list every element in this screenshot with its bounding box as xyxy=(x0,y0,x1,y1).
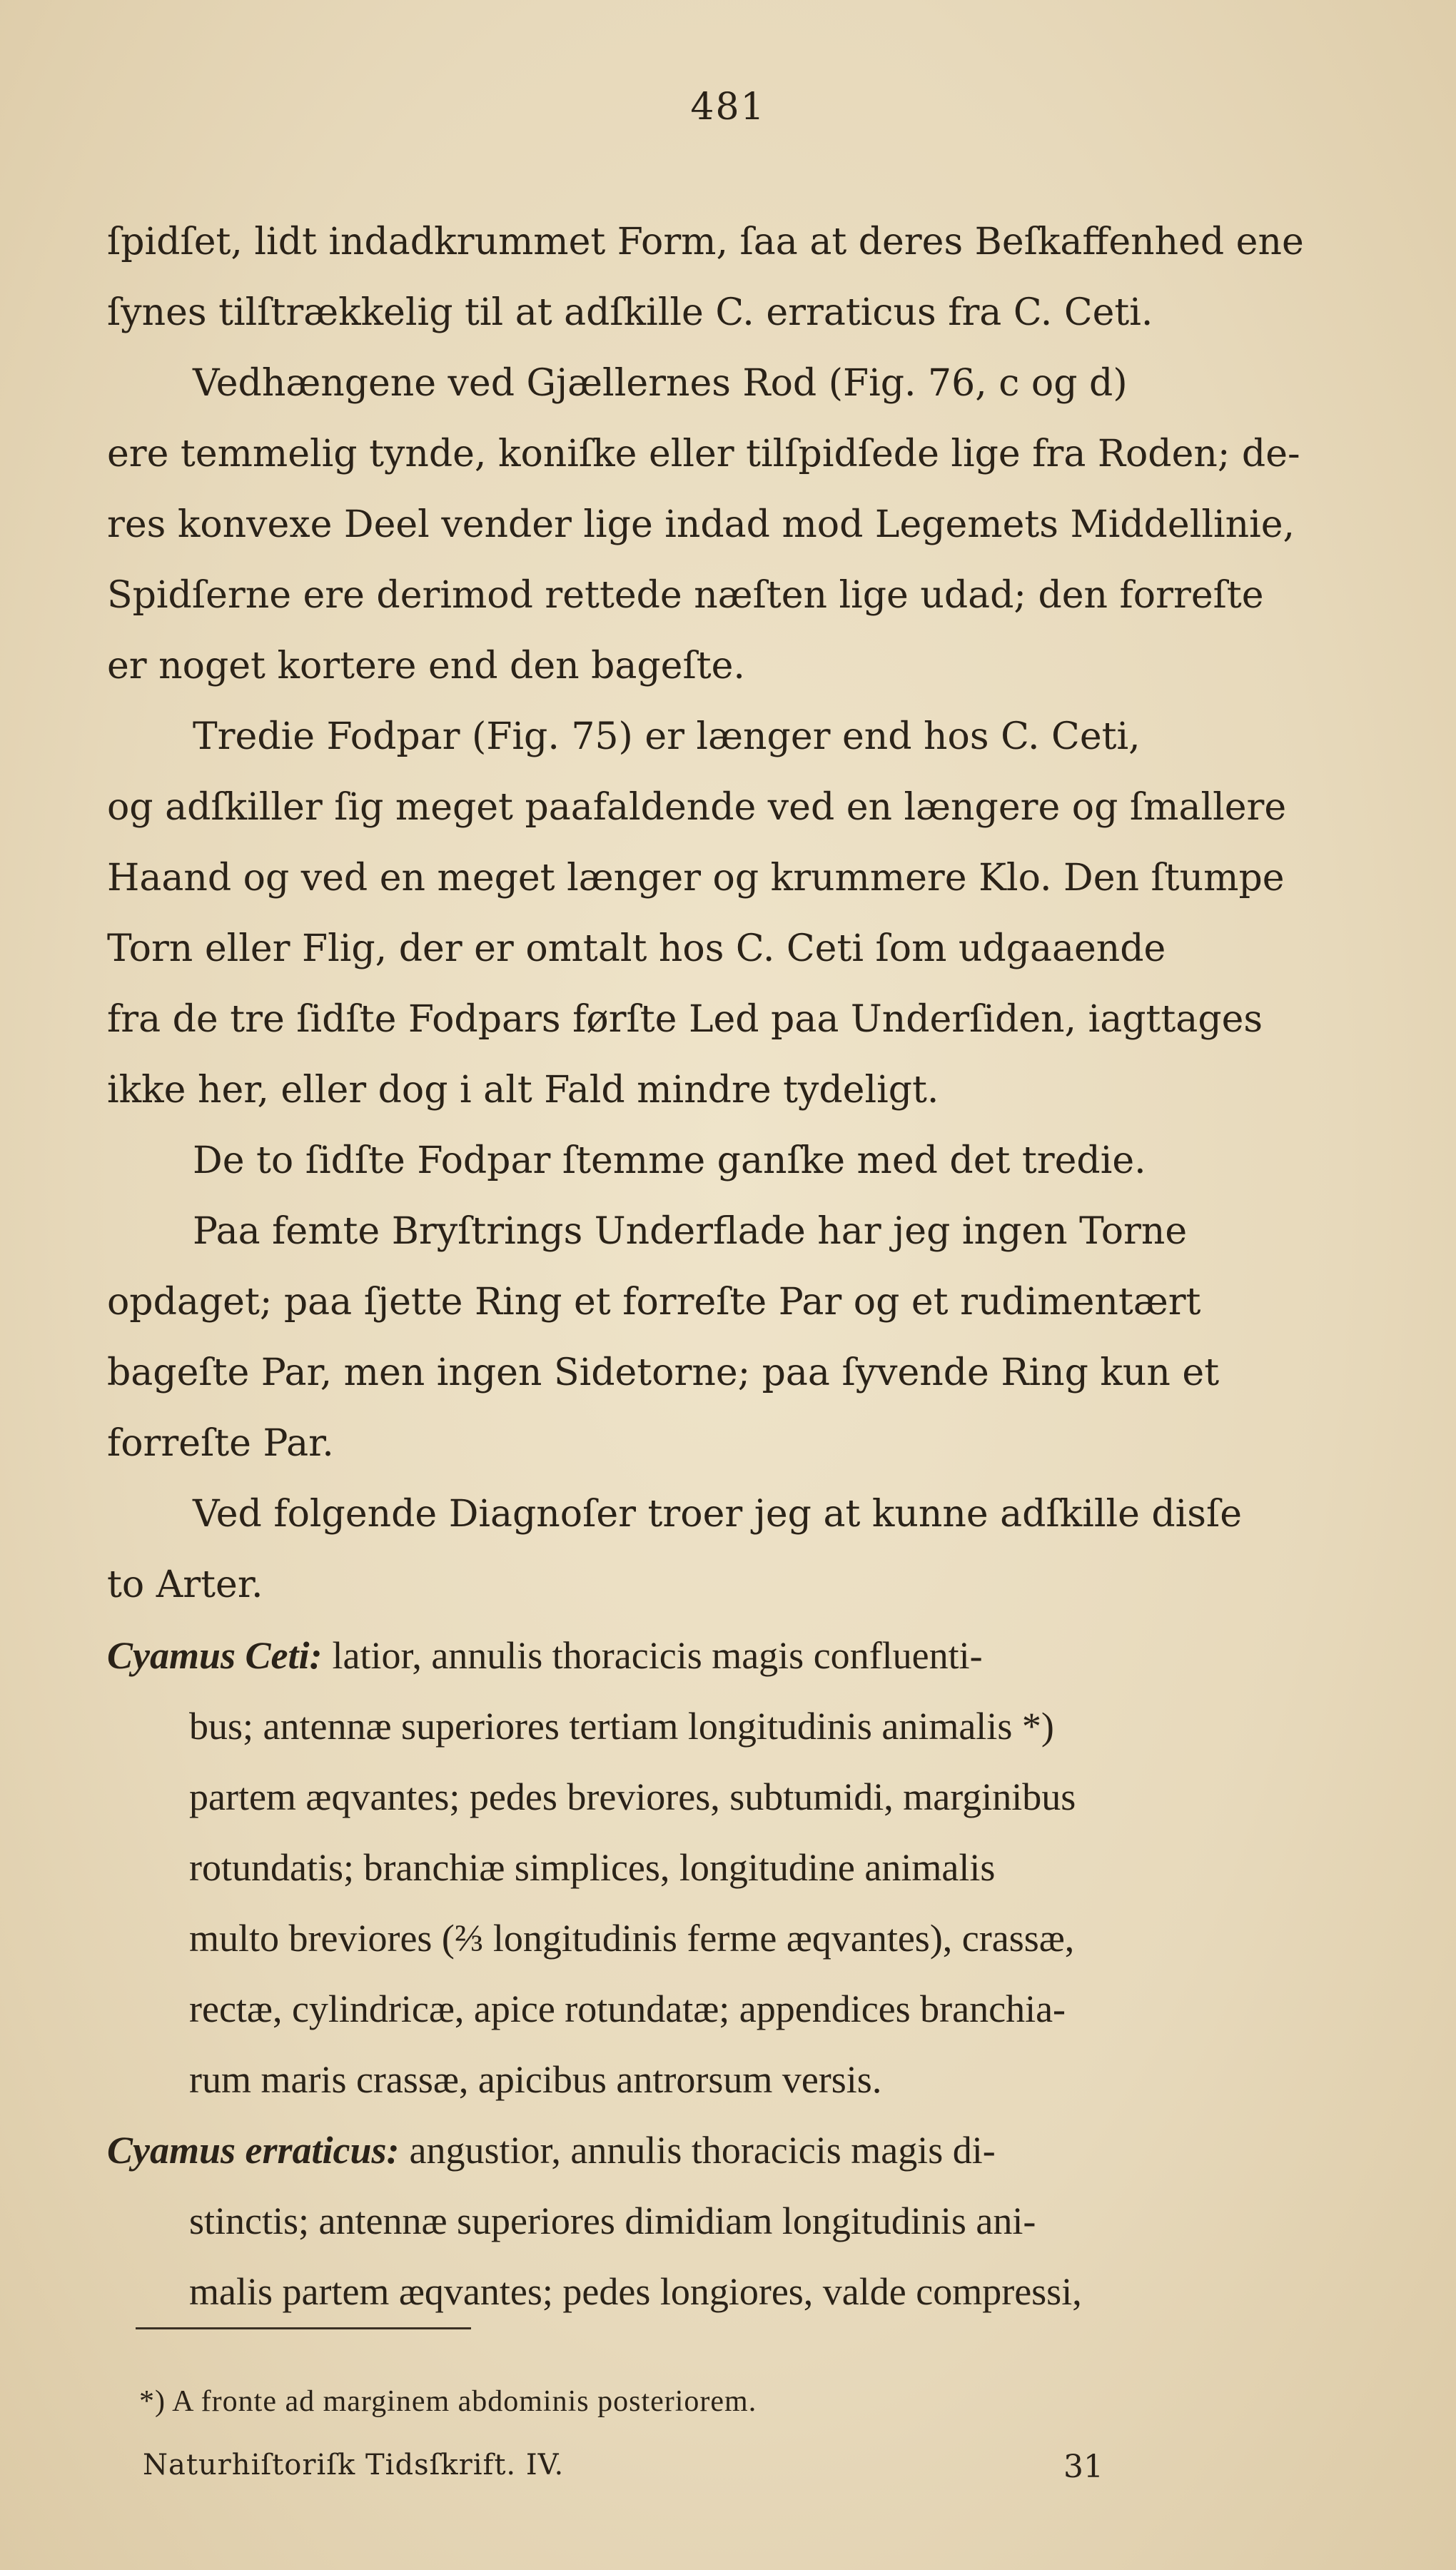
text-line: Vedhængene ved Gjællernes Rod (Fig. 76, c og d) xyxy=(193,362,1128,405)
diagnosis-label: Cyamus Ceti: xyxy=(107,1634,323,1677)
text-line: bageſte Par, men ingen Sidetorne; paa ſyvende Ring kun et xyxy=(107,1351,1220,1394)
footnote: *) A fronte ad marginem abdominis posteriorem. xyxy=(139,2385,757,2418)
text-line: partem æqvantes; pedes breviores, subtumidi, marginibus xyxy=(189,1775,1076,1818)
page-number: 481 xyxy=(690,86,766,128)
sheet-number: 31 xyxy=(1063,2449,1103,2485)
text-line: rum maris crassæ, apicibus antrorsum versis. xyxy=(189,2058,882,2101)
journal-signature: Naturhiſtoriſk Tidsſkrift. IV. xyxy=(143,2449,565,2481)
text-line: ere temmelig tynde, koniſke eller tilſpidſede lige fra Roden; de- xyxy=(107,433,1300,475)
text-line: Paa femte Bryſtrings Underflade har jeg ingen Torne xyxy=(193,1210,1188,1253)
text-line: bus; antennæ superiores tertiam longitudinis animalis *) xyxy=(189,1705,1054,1748)
text-line: rotundatis; branchiæ simplices, longitudine animalis xyxy=(189,1846,996,1889)
text-line: Spidſerne ere derimod rettede næſten lige udad; den forreſte xyxy=(107,574,1264,617)
diagnosis-label: Cyamus erraticus: xyxy=(107,2129,400,2172)
text-line: ſpidſet, lidt indadkrummet Form, ſaa at deres Beſkaffenhed ene xyxy=(107,221,1304,263)
text-line: Tredie Fodpar (Fig. 75) er længer end hos C. Ceti, xyxy=(193,715,1141,758)
text-line: res konvexe Deel vender lige indad mod Legemets Middellinie, xyxy=(107,503,1295,546)
text-line: ſynes tilſtrækkelig til at adſkille C. erraticus fra C. Ceti. xyxy=(107,291,1153,334)
text-line: stinctis; antennæ superiores dimidiam longitudinis ani- xyxy=(189,2199,1036,2242)
text-line: De to ſidſte Fodpar ſtemme ganſke med det tredie. xyxy=(193,1139,1146,1182)
text-line: og adſkiller ſig meget paafaldende ved en længere og ſmallere xyxy=(107,786,1287,829)
text-line: rectæ, cylindricæ, apice rotundatæ; appendices branchia- xyxy=(189,1987,1066,2030)
diagnosis-cyamus-ceti xyxy=(107,1621,1349,2115)
diagnosis-cyamus-erraticus xyxy=(107,2115,1349,2327)
text-line: opdaget; paa ſjette Ring et forreſte Par og et rudimentært xyxy=(107,1281,1201,1324)
text-line: ikke her, eller dog i alt Fald mindre tydeligt. xyxy=(107,1069,939,1112)
text-line: Ved folgende Diagnoſer troer jeg at kunne adſkille disſe xyxy=(193,1493,1243,1536)
body-text xyxy=(107,207,1349,2327)
text-line: Haand og ved en meget længer og krummere Klo. Den ſtumpe xyxy=(107,857,1285,900)
text-line: fra de tre ſidſte Fodpars førſte Led paa Underſiden, iagttages xyxy=(107,998,1263,1041)
text-line: to Arter. xyxy=(107,1563,263,1606)
text-line: er noget kortere end den bageſte. xyxy=(107,645,745,687)
text-line: Cyamus Ceti: latior, annulis thoracicis magis confluenti- xyxy=(107,1634,983,1677)
footnote-divider xyxy=(136,2327,471,2329)
text-line: Cyamus erraticus: angustior, annulis thoracicis magis di- xyxy=(107,2129,996,2172)
text-line: malis partem æqvantes; pedes longiores, valde compressi, xyxy=(189,2270,1082,2313)
text-line: Torn eller Flig, der er omtalt hos C. Ceti ſom udgaaende xyxy=(107,927,1166,970)
text-line: forreſte Par. xyxy=(107,1422,334,1465)
text-line: multo breviores (⅔ longitudinis ferme æqvantes), crassæ, xyxy=(189,1917,1075,1960)
